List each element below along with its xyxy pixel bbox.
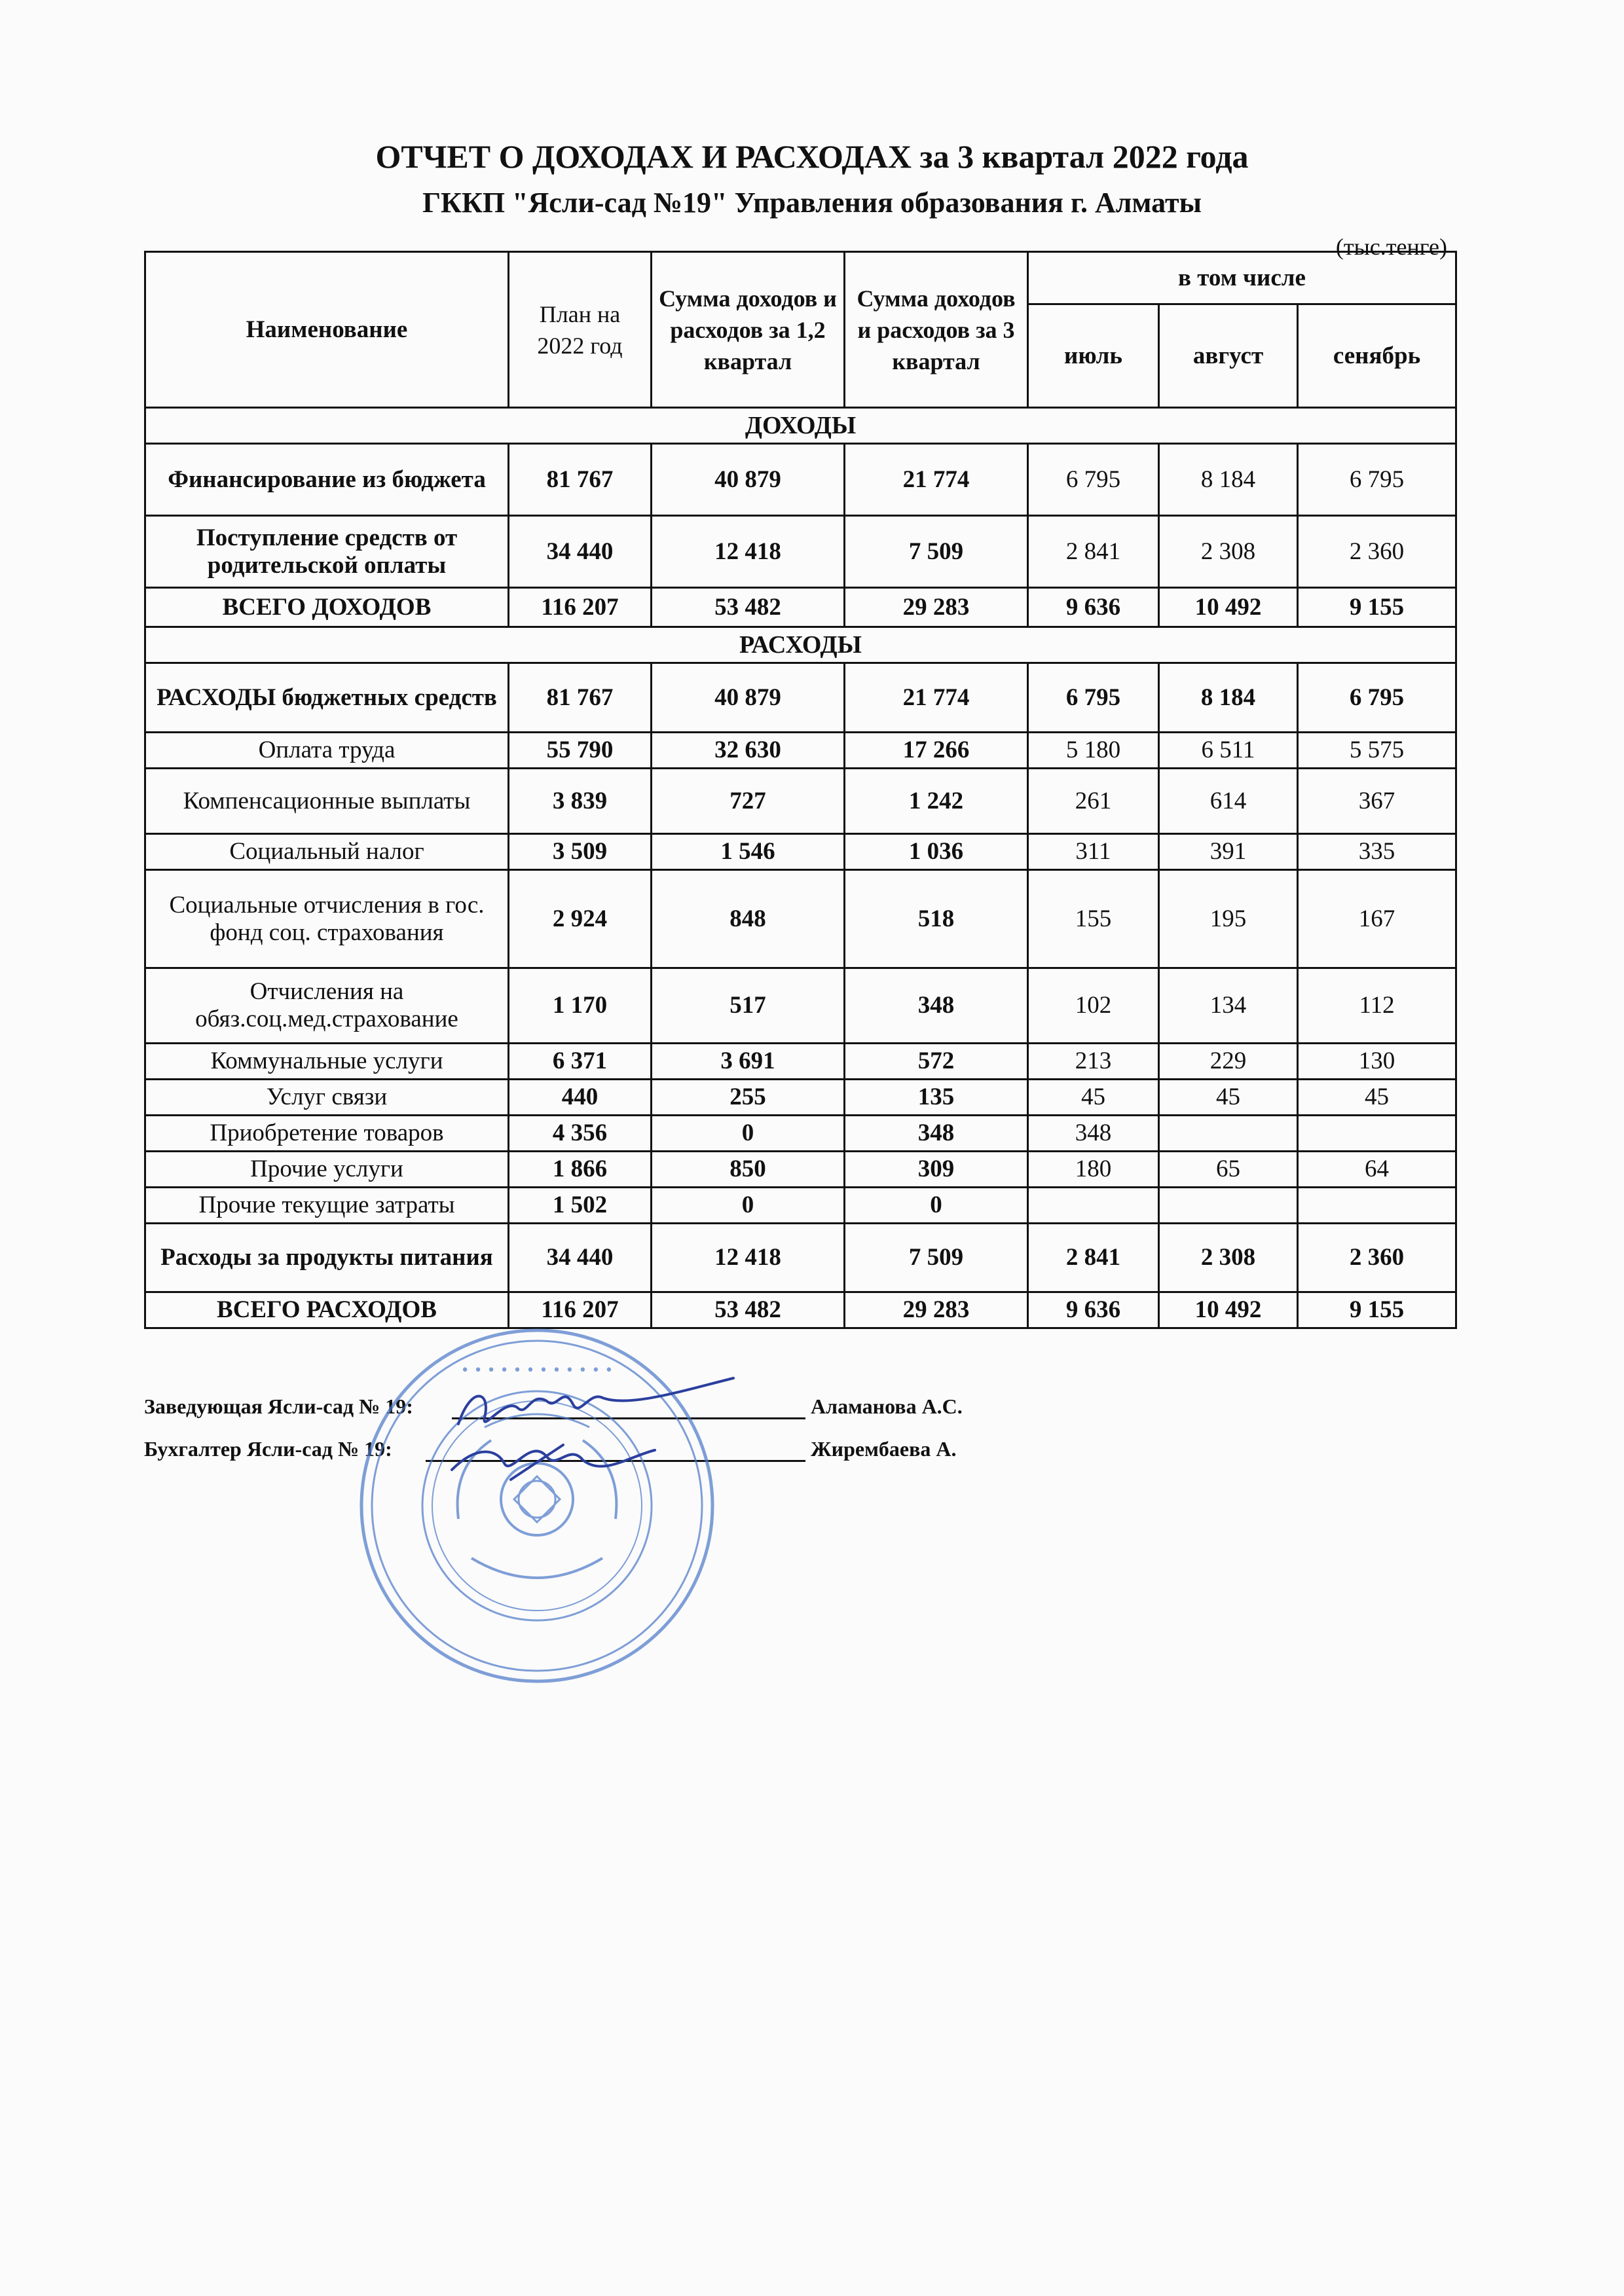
table-row [145,733,1456,769]
cell-value [1298,1188,1456,1224]
table-row [145,769,1456,834]
document-subtitle: ГККП "Ясли-сад №19" Управления образования г. Алматы [422,187,1202,219]
table-row [145,588,1456,627]
cell-value: 2 360 [1298,1224,1456,1292]
cell-value: 572 [845,1044,1028,1080]
cell-value: 6 371 [509,1044,652,1080]
cell-value: 1 502 [509,1188,652,1224]
cell-value [1159,1188,1298,1224]
cell-value: 112 [1298,968,1456,1044]
table-row [145,834,1456,870]
cell-value: 614 [1159,769,1298,834]
header-name: Наименование [145,252,509,408]
header-including: в том числе [1028,252,1456,304]
cell-value: 309 [845,1152,1028,1188]
section-title-expense: РАСХОДЫ [145,627,1456,663]
cell-value: 255 [652,1080,845,1116]
row-label: Социальный налог [145,834,509,870]
cell-value: 348 [1028,1116,1159,1152]
row-label: ВСЕГО ДОХОДОВ [145,588,509,627]
row-label: ВСЕГО РАСХОДОВ [145,1292,509,1328]
cell-value: 9 155 [1298,1292,1456,1328]
cell-value: 440 [509,1080,652,1116]
header-month-august: август [1159,304,1298,408]
cell-value: 2 308 [1159,516,1298,588]
cell-value: 9 636 [1028,1292,1159,1328]
cell-value: 45 [1298,1080,1456,1116]
cell-value: 229 [1159,1044,1298,1080]
cell-value [1028,1188,1159,1224]
cell-value: 850 [652,1152,845,1188]
table-row [145,444,1456,516]
cell-value: 6 511 [1159,733,1298,769]
cell-value: 12 418 [652,516,845,588]
cell-value: 311 [1028,834,1159,870]
table-row [145,1292,1456,1328]
signature-name-accountant: Жирембаева А. [811,1437,957,1461]
row-label: Коммунальные услуги [145,1044,509,1080]
row-label: Социальные отчисления в гос. фонд соц. страхования [145,870,509,968]
cell-value: 10 492 [1159,588,1298,627]
cell-value: 32 630 [652,733,845,769]
cell-value: 391 [1159,834,1298,870]
cell-value: 261 [1028,769,1159,834]
cell-value: 0 [652,1188,845,1224]
table-row [145,968,1456,1044]
row-label: Отчисления на обяз.соц.мед.страхование [145,968,509,1044]
cell-value: 45 [1159,1080,1298,1116]
signature-name-head: Аламанова А.С. [811,1394,963,1418]
cell-value: 2 841 [1028,516,1159,588]
cell-value: 8 184 [1159,444,1298,516]
cell-value: 6 795 [1028,663,1159,733]
cell-value: 2 360 [1298,516,1456,588]
row-label: Финансирование из бюджета [145,444,509,516]
table-row [145,1116,1456,1152]
section-title-income: ДОХОДЫ [145,408,1456,444]
cell-value: 348 [845,968,1028,1044]
cell-value: 29 283 [845,1292,1028,1328]
cell-value: 102 [1028,968,1159,1044]
cell-value: 135 [845,1080,1028,1116]
report-table [144,251,1457,1329]
cell-value: 6 795 [1298,663,1456,733]
signature-role-accountant: Бухгалтер Ясли-сад № 19: [144,1437,392,1461]
signature-role-head: Заведующая Ясли-сад № 19: [144,1394,413,1418]
cell-value: 7 509 [845,1224,1028,1292]
handwritten-signatures [432,1372,773,1503]
cell-value: 21 774 [845,663,1028,733]
cell-value: 3 509 [509,834,652,870]
row-label: Оплата труда [145,733,509,769]
cell-value: 6 795 [1028,444,1159,516]
header-sum-q3: Сумма доходов и расходов за 3 квартал [845,252,1028,408]
row-label: Услуг связи [145,1080,509,1116]
cell-value: 1 036 [845,834,1028,870]
cell-value: 34 440 [509,1224,652,1292]
table-row [145,1044,1456,1080]
cell-value: 81 767 [509,444,652,516]
cell-value [1298,1116,1456,1152]
cell-value: 2 924 [509,870,652,968]
cell-value: 348 [845,1116,1028,1152]
header-sum-q12: Сумма доходов и расходов за 1,2 квартал [652,252,845,408]
cell-value: 3 691 [652,1044,845,1080]
cell-value: 213 [1028,1044,1159,1080]
cell-value: 0 [845,1188,1028,1224]
cell-value: 53 482 [652,1292,845,1328]
cell-value: 53 482 [652,588,845,627]
row-label: Поступление средств от родительской оплаты [145,516,509,588]
cell-value: 727 [652,769,845,834]
cell-value: 7 509 [845,516,1028,588]
cell-value: 517 [652,968,845,1044]
cell-value: 3 839 [509,769,652,834]
section-row-expense [145,627,1456,663]
cell-value: 134 [1159,968,1298,1044]
table-row [145,1080,1456,1116]
cell-value: 155 [1028,870,1159,968]
row-label: Компенсационные выплаты [145,769,509,834]
cell-value: 2 841 [1028,1224,1159,1292]
cell-value: 17 266 [845,733,1028,769]
svg-text:• • • • • • • • • • • •: • • • • • • • • • • • • [460,1362,614,1379]
cell-value: 55 790 [509,733,652,769]
cell-value: 367 [1298,769,1456,834]
cell-value: 0 [652,1116,845,1152]
row-label: Прочие услуги [145,1152,509,1188]
cell-value: 518 [845,870,1028,968]
table-row [145,663,1456,733]
cell-value: 12 418 [652,1224,845,1292]
header-month-september: сенябрь [1298,304,1456,408]
cell-value: 40 879 [652,444,845,516]
table-row [145,516,1456,588]
cell-value: 65 [1159,1152,1298,1188]
cell-value: 9 636 [1028,588,1159,627]
units-label: (тыс.тенге) [1335,234,1447,260]
cell-value: 81 767 [509,663,652,733]
cell-value: 4 356 [509,1116,652,1152]
cell-value: 5 575 [1298,733,1456,769]
section-row-income [145,408,1456,444]
cell-value: 1 866 [509,1152,652,1188]
row-label: РАСХОДЫ бюджетных средств [145,663,509,733]
cell-value: 5 180 [1028,733,1159,769]
cell-value: 9 155 [1298,588,1456,627]
cell-value: 116 207 [509,1292,652,1328]
cell-value: 1 242 [845,769,1028,834]
cell-value: 1 546 [652,834,845,870]
cell-value: 180 [1028,1152,1159,1188]
cell-value: 195 [1159,870,1298,968]
cell-value [1159,1116,1298,1152]
cell-value: 848 [652,870,845,968]
header-plan: План на 2022 год [509,252,652,408]
row-label: Расходы за продукты питания [145,1224,509,1292]
row-label: Прочие текущие затраты [145,1188,509,1224]
row-label: Приобретение товаров [145,1116,509,1152]
cell-value: 10 492 [1159,1292,1298,1328]
table-row [145,1224,1456,1292]
cell-value: 130 [1298,1044,1456,1080]
cell-value: 45 [1028,1080,1159,1116]
cell-value: 116 207 [509,588,652,627]
document-title: ОТЧЕТ О ДОХОДАХ И РАСХОДАХ за 3 квартал 2022 года [375,138,1249,175]
cell-value: 2 308 [1159,1224,1298,1292]
cell-value: 6 795 [1298,444,1456,516]
table-row [145,1152,1456,1188]
cell-value: 34 440 [509,516,652,588]
table-row [145,1188,1456,1224]
cell-value: 64 [1298,1152,1456,1188]
table-row [145,870,1456,968]
cell-value: 167 [1298,870,1456,968]
header-month-july: июль [1028,304,1159,408]
cell-value: 8 184 [1159,663,1298,733]
cell-value: 1 170 [509,968,652,1044]
cell-value: 40 879 [652,663,845,733]
cell-value: 29 283 [845,588,1028,627]
cell-value: 335 [1298,834,1456,870]
cell-value: 21 774 [845,444,1028,516]
